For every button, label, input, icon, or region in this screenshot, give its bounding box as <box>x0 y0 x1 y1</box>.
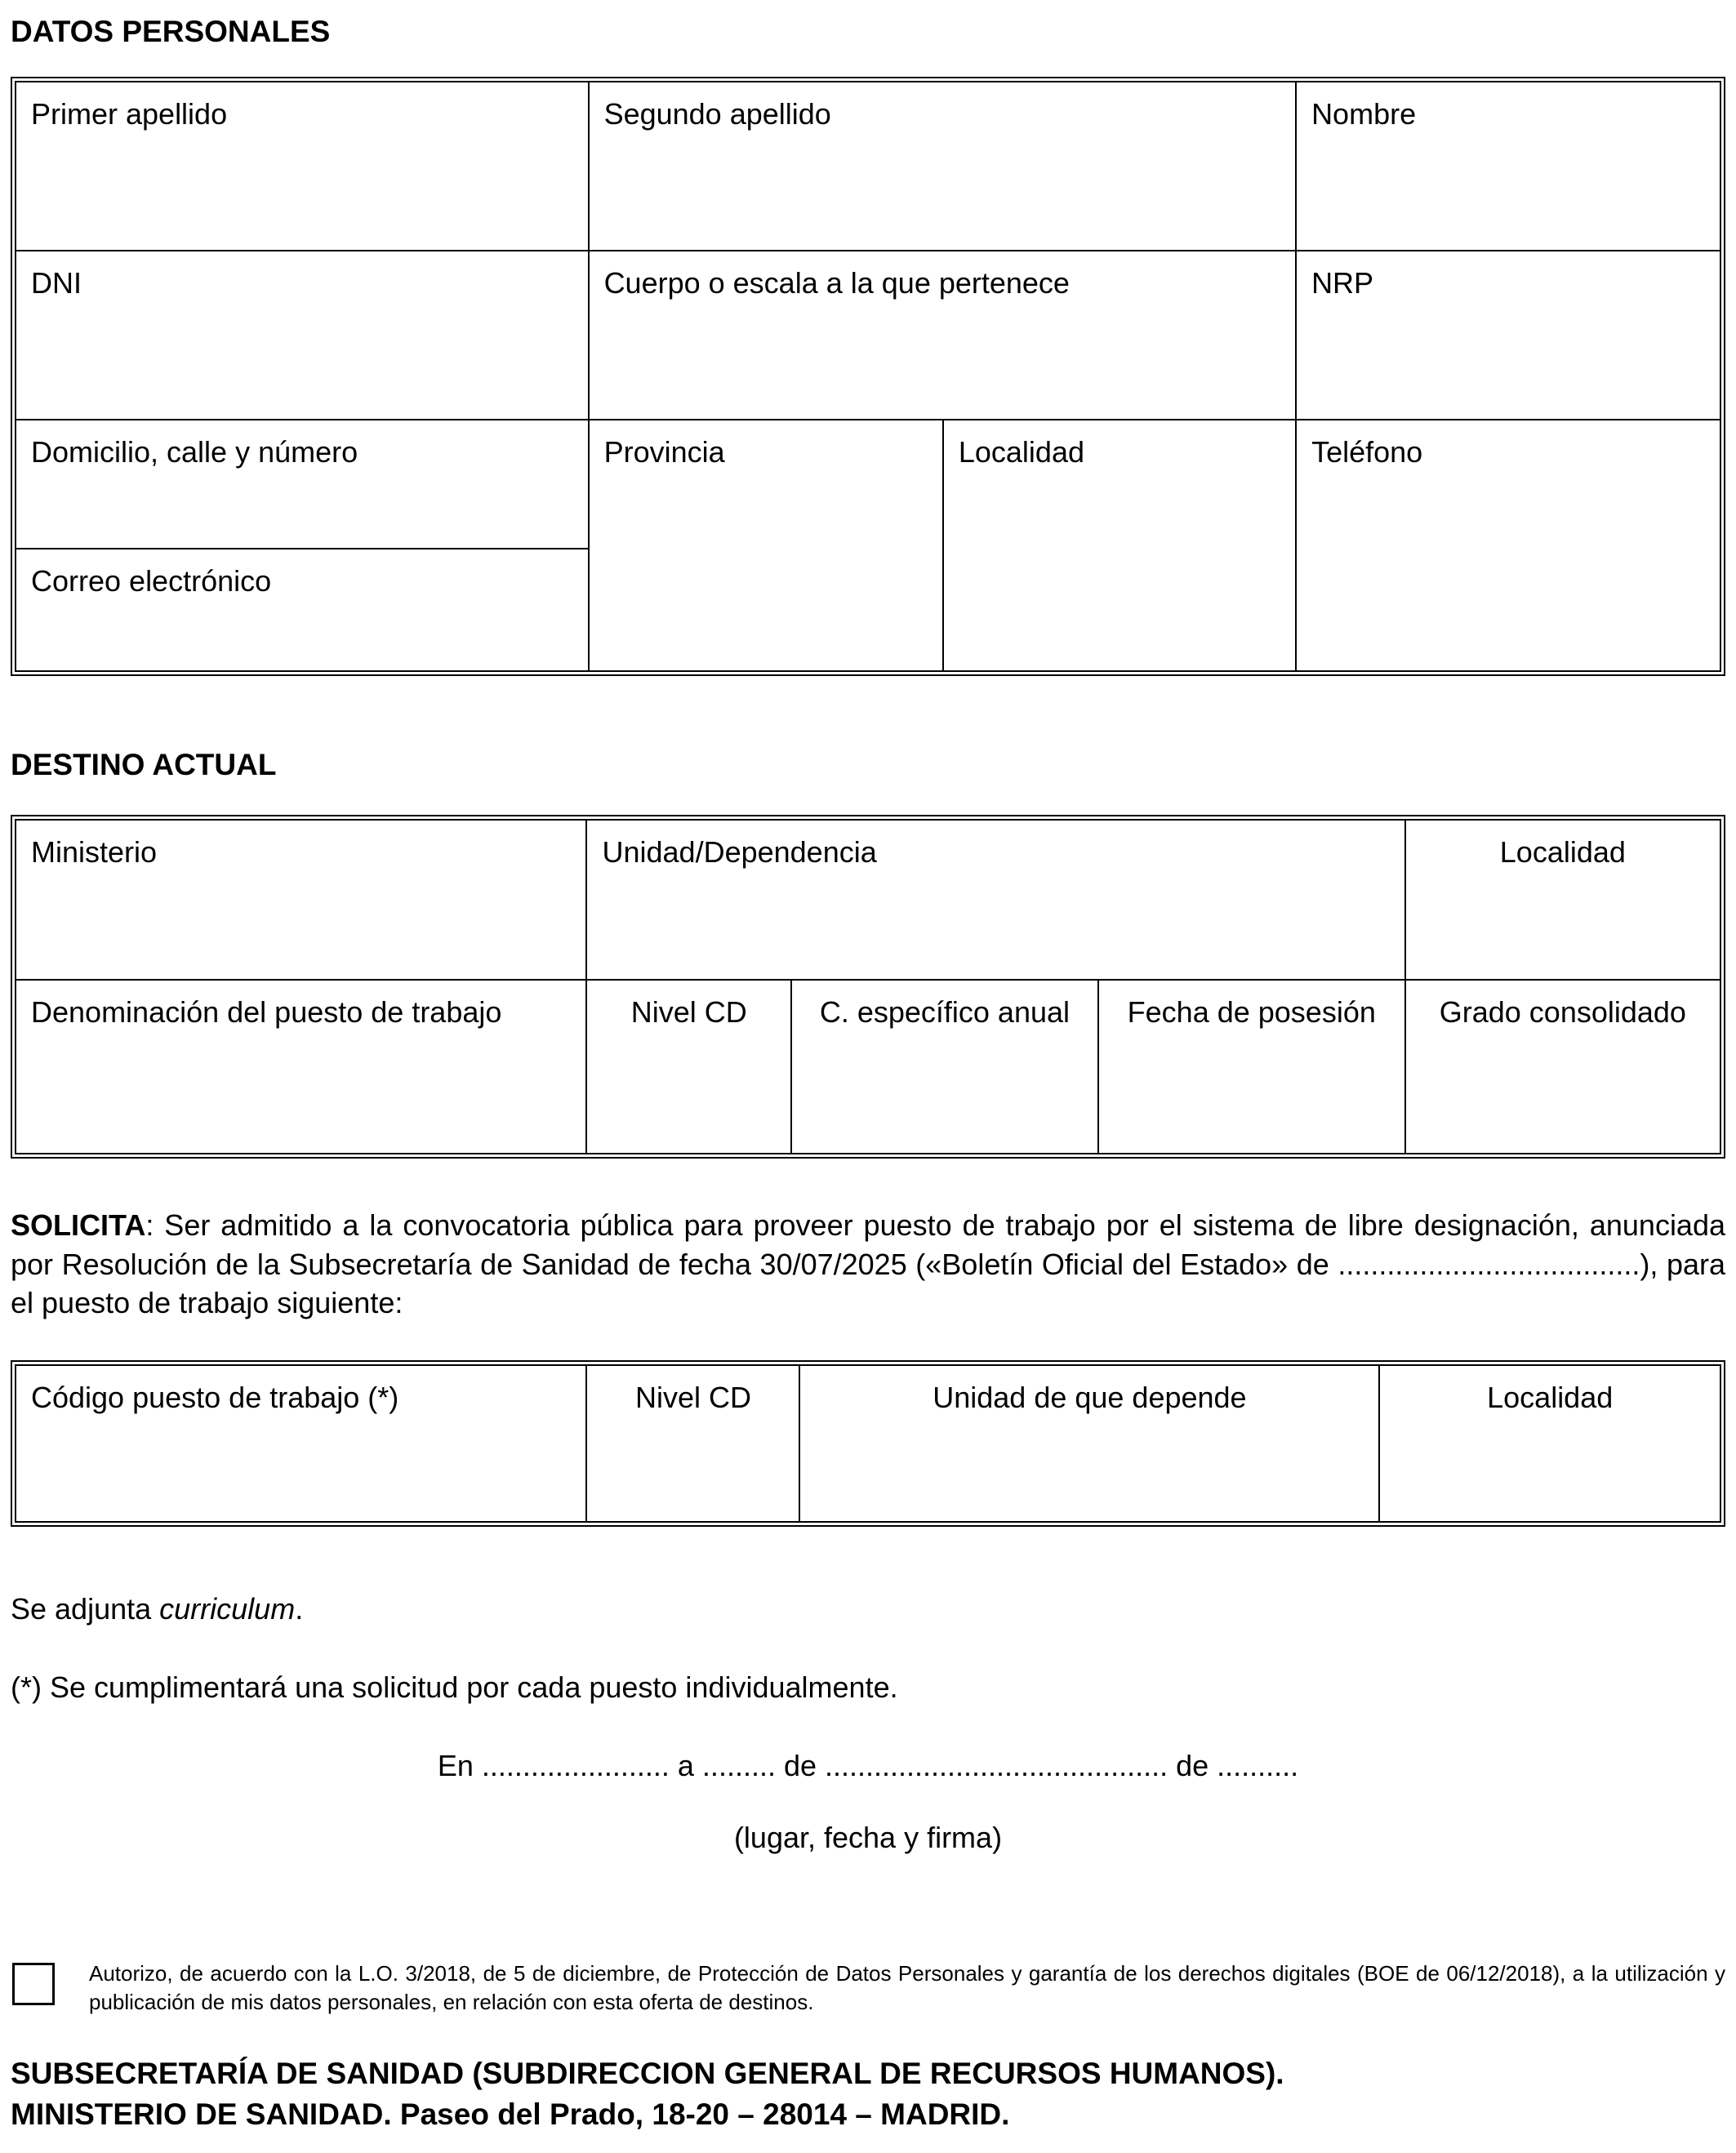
field-label-primer-apellido: Primer apellido <box>31 97 228 131</box>
field-label-codigo-puesto: Código puesto de trabajo (*) <box>31 1380 399 1414</box>
field-nombre[interactable] <box>1296 82 1720 251</box>
field-label-unidad-dependencia: Unidad/Dependencia <box>602 835 877 869</box>
footer-line-ministerio: MINISTERIO DE SANIDAD. Paseo del Prado, 18-20 – 28014 – MADRID. <box>11 2097 1010 2132</box>
field-localidad-destino[interactable] <box>1405 820 1720 980</box>
field-nivel-cd[interactable] <box>586 980 791 1154</box>
footer-line-subsecretaria: SUBSECRETARÍA DE SANIDAD (SUBDIRECCION GENERAL DE RECURSOS HUMANOS). <box>11 2057 1284 2091</box>
solicita-label: SOLICITA <box>11 1208 146 1242</box>
field-localidad-puesto[interactable] <box>1379 1365 1720 1522</box>
adjunta-suffix: . <box>295 1591 304 1626</box>
personal-data-table <box>11 77 1725 676</box>
consent-text: Autorizo, de acuerdo con la L.O. 3/2018, de 5 de diciembre, de Protección de Datos Personales y garantía de los derechos digitales (BOE de 06/12/2018), a la utilización y publicación de mis datos personales, en relación con esta oferta de destinos. <box>89 1960 1725 2015</box>
field-localidad[interactable] <box>943 420 1296 671</box>
field-label-localidad-destino: Localidad <box>1499 835 1626 869</box>
table-row <box>16 251 1720 420</box>
field-segundo-apellido[interactable] <box>589 82 1297 251</box>
field-label-domicilio: Domicilio, calle y número <box>31 435 358 469</box>
table-row <box>16 980 1720 1154</box>
field-label-segundo-apellido: Segundo apellido <box>603 97 831 131</box>
field-label-ministerio: Ministerio <box>31 835 158 869</box>
field-grado-consolidado[interactable] <box>1405 980 1720 1154</box>
field-telefono[interactable] <box>1296 420 1720 671</box>
field-label-correo-electronico: Correo electrónico <box>31 564 272 598</box>
solicita-paragraph <box>11 1206 1725 1323</box>
field-label-denominacion-puesto: Denominación del puesto de trabajo <box>31 995 502 1029</box>
adjunta-prefix: Se adjunta <box>11 1591 160 1626</box>
field-unidad-depende[interactable] <box>799 1365 1379 1522</box>
field-nrp[interactable] <box>1296 251 1720 420</box>
field-correo-electronico[interactable] <box>16 549 589 671</box>
field-label-localidad-puesto: Localidad <box>1487 1380 1614 1414</box>
field-nivel-cd-puesto[interactable] <box>586 1365 799 1522</box>
table-row <box>16 82 1720 251</box>
field-label-grado-consolidado: Grado consolidado <box>1439 995 1686 1029</box>
field-provincia[interactable] <box>589 420 943 671</box>
lugar-fecha-firma-caption: (lugar, fecha y firma) <box>733 1820 1003 1854</box>
field-label-dni: DNI <box>31 266 82 300</box>
field-label-nivel-cd-puesto: Nivel CD <box>634 1380 751 1414</box>
consent-section <box>11 1959 1725 2018</box>
field-ministerio[interactable] <box>16 820 586 980</box>
table-row <box>16 820 1720 980</box>
field-fecha-posesion[interactable] <box>1098 980 1405 1154</box>
field-label-localidad: Localidad <box>958 435 1084 469</box>
fecha-firma-line: En ....................... a ......... de .......................................... de .......... <box>437 1748 1299 1782</box>
destino-actual-table <box>11 815 1725 1159</box>
field-primer-apellido[interactable] <box>16 82 589 251</box>
consent-checkbox[interactable] <box>12 1963 55 2005</box>
field-label-unidad-depende: Unidad de que depende <box>933 1380 1247 1414</box>
section-title-datos-personales: DATOS PERSONALES <box>11 15 331 48</box>
field-label-nrp: NRP <box>1311 266 1374 300</box>
field-denominacion-puesto[interactable] <box>16 980 586 1154</box>
table-row <box>16 1365 1720 1522</box>
field-label-nombre: Nombre <box>1311 97 1417 131</box>
field-label-complemento-especifico: C. específico anual <box>819 995 1071 1029</box>
adjunta-curriculum-word: curriculum <box>159 1591 296 1626</box>
solicita-text: : Ser admitido a la convocatoria pública para proveer puesto de trabajo por el sistema de libre designación, anunciada por Resolución de la Subsecretaría de Sanidad de fecha 30/07/2025 («Boletín Oficial del Estado» de .....................................), para el puesto de trabajo siguiente: <box>11 1208 1725 1320</box>
cumplimentara-note: (*) Se cumplimentará una solicitud por cada puesto individualmente. <box>11 1670 898 1704</box>
field-unidad-dependencia[interactable] <box>586 820 1404 980</box>
adjunta-curriculum-line <box>11 1592 1725 1626</box>
footer-address <box>11 2053 1725 2135</box>
field-dni[interactable] <box>16 251 589 420</box>
field-domicilio[interactable] <box>16 420 589 549</box>
field-codigo-puesto[interactable] <box>16 1365 586 1522</box>
table-row <box>16 420 1720 549</box>
field-label-cuerpo-escala: Cuerpo o escala a la que pertenece <box>603 266 1070 300</box>
section-title-destino-actual: DESTINO ACTUAL <box>11 748 277 781</box>
field-label-fecha-posesion: Fecha de posesión <box>1127 995 1376 1029</box>
puesto-solicitado-table <box>11 1360 1725 1527</box>
field-label-provincia: Provincia <box>603 435 725 469</box>
field-label-telefono: Teléfono <box>1311 435 1423 469</box>
field-cuerpo-escala[interactable] <box>589 251 1297 420</box>
field-label-nivel-cd: Nivel CD <box>630 995 747 1029</box>
field-complemento-especifico[interactable] <box>791 980 1098 1154</box>
